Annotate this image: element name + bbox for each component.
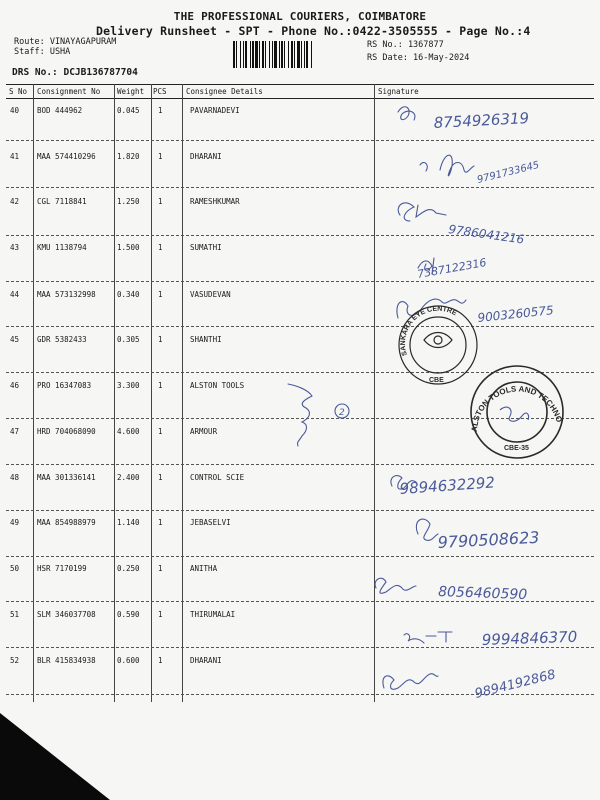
column-header-consignment: Consignment No: [37, 87, 101, 96]
row-sno: 40: [10, 106, 20, 115]
barcode-bar: [304, 41, 305, 68]
signature-phone: 7387122316: [416, 255, 488, 281]
barcode-bar: [284, 41, 285, 68]
barcode-bar: [294, 41, 295, 68]
signature-phone: 9790508623: [437, 527, 540, 552]
row-consignment: PRO 16347083: [37, 381, 92, 390]
row-weight: 2.400: [117, 473, 140, 482]
row-weight: 4.600: [117, 427, 140, 436]
row-divider: [6, 140, 594, 141]
signature-phone: 9894192868: [473, 667, 558, 702]
row-consignment: CGL 7118841: [37, 197, 87, 206]
table-row: [0, 243, 600, 290]
row-divider: [6, 372, 594, 373]
row-consignee: ANITHA: [190, 564, 218, 573]
row-consignee: ALSTON TOOLS: [190, 381, 245, 390]
signature-phone: 9003260575: [476, 303, 555, 325]
table-top-border: [6, 84, 594, 85]
route-label: Route: VINAYAGAPURAM: [14, 37, 117, 47]
row-divider: [6, 187, 594, 188]
row-divider: [6, 281, 594, 282]
row-pcs: 1: [158, 243, 163, 252]
row-weight: 0.250: [117, 564, 140, 573]
row-consignment: HRD 704068090: [37, 427, 96, 436]
row-pcs: 1: [158, 197, 163, 206]
barcode-bar: [301, 41, 302, 68]
table-row: [0, 290, 600, 337]
row-consignment: KMU 1138794: [37, 243, 87, 252]
row-weight: 0.590: [117, 610, 140, 619]
row-consignee: PAVARNADEVI: [190, 106, 240, 115]
row-pcs: 1: [158, 152, 163, 161]
alston-stamp-city: CBE-35: [504, 445, 529, 452]
barcode-bar: [269, 41, 270, 68]
row-consignment: BLR 415834938: [37, 656, 96, 665]
barcode-bar: [259, 41, 260, 68]
row-weight: 1.250: [117, 197, 140, 206]
row-consignment: MAA 574410296: [37, 152, 96, 161]
column-header-weight: Weight: [117, 87, 145, 96]
row-pcs: 1: [158, 610, 163, 619]
signature-phone: 9894632292: [399, 473, 496, 498]
row-divider: [6, 556, 594, 557]
row-sno: 48: [10, 473, 20, 482]
row-weight: 1.500: [117, 243, 140, 252]
barcode-bar: [281, 41, 283, 68]
table-row: [0, 518, 600, 565]
row-divider: [6, 326, 594, 327]
signature-phone: 9994846370: [481, 627, 578, 649]
alston-stamp-text: ALSTON TOOLS AND TECHNO: [469, 384, 564, 433]
table-row: [0, 427, 600, 474]
column-header-signature: Signature: [378, 87, 419, 96]
signature-phone: 9786041216: [447, 222, 526, 247]
barcode-bar: [272, 41, 273, 68]
barcode-bar: [233, 41, 235, 68]
row-consignee: RAMESHKUMAR: [190, 197, 240, 206]
row-sno: 41: [10, 152, 20, 161]
row-divider: [6, 235, 594, 236]
rs-date: RS Date: 16-May-2024: [367, 53, 470, 63]
row-pcs: 1: [158, 656, 163, 665]
row-pcs: 1: [158, 335, 163, 344]
barcode-bar: [291, 41, 293, 68]
barcode-bar: [306, 41, 308, 68]
row-consignment: HSR 7170199: [37, 564, 87, 573]
row-sno: 47: [10, 427, 20, 436]
row-divider: [6, 647, 594, 648]
barcode-bar: [297, 41, 300, 68]
row-consignee: SHANTHI: [190, 335, 222, 344]
runsheet-subtitle: Delivery Runsheet - SPT - Phone No.:0422-3505555 - Page No.:4: [96, 24, 531, 38]
row-consignee: VASUDEVAN: [190, 290, 231, 299]
row-divider: [6, 694, 594, 695]
row-weight: 0.600: [117, 656, 140, 665]
row-weight: 3.300: [117, 381, 140, 390]
barcode-bar: [311, 41, 312, 68]
table-row: [0, 610, 600, 657]
row-pcs: 1: [158, 473, 163, 482]
barcode-bar: [243, 41, 244, 68]
barcode-bar: [245, 41, 247, 68]
staff-label: Staff: USHA: [14, 47, 71, 57]
row-divider: [6, 510, 594, 511]
signature-mark: 2: [339, 408, 345, 418]
barcode-bar: [288, 41, 289, 68]
row-consignee: ARMOUR: [190, 427, 218, 436]
barcode-bar: [274, 41, 277, 68]
row-consignment: MAA 301336141: [37, 473, 96, 482]
row-sno: 42: [10, 197, 20, 206]
table-row: [0, 106, 600, 153]
row-consignee: DHARANI: [190, 656, 222, 665]
barcode-bar: [252, 41, 254, 68]
row-sno: 52: [10, 656, 20, 665]
barcode-bar: [255, 41, 258, 68]
row-sno: 49: [10, 518, 20, 527]
eye-centre-stamp-city: CBE: [429, 377, 444, 384]
row-consignee: CONTROL SCIE: [190, 473, 245, 482]
row-weight: 1.140: [117, 518, 140, 527]
table-row: [0, 335, 600, 382]
row-sno: 43: [10, 243, 20, 252]
signature-phone: 8056460590: [437, 584, 528, 604]
company-title: THE PROFESSIONAL COURIERS, COIMBATORE: [173, 10, 427, 23]
row-consignment: MAA 854988979: [37, 518, 96, 527]
row-sno: 51: [10, 610, 20, 619]
barcode-bar: [279, 41, 280, 68]
row-weight: 0.305: [117, 335, 140, 344]
row-pcs: 1: [158, 106, 163, 115]
column-header-pcs: PCS: [153, 87, 167, 96]
row-consignee: SUMATHI: [190, 243, 222, 252]
row-sno: 46: [10, 381, 20, 390]
row-consignment: GDR 5382433: [37, 335, 87, 344]
row-divider: [6, 418, 594, 419]
row-consignment: BOD 444962: [37, 106, 83, 115]
row-consignee: THIRUMALAI: [190, 610, 236, 619]
table-row: [0, 656, 600, 703]
barcode-bar: [236, 41, 237, 68]
row-divider: [6, 601, 594, 602]
table-row: [0, 381, 600, 428]
row-pcs: 1: [158, 518, 163, 527]
row-divider: [6, 464, 594, 465]
signature-phone: 9791733645: [476, 159, 541, 186]
row-sno: 50: [10, 564, 20, 573]
table-row: [0, 473, 600, 520]
eye-centre-stamp-text: SANKARA EYE CENTRE: [399, 305, 458, 357]
table-header-border: [6, 98, 594, 99]
column-header-consignee: Consignee Details: [186, 87, 263, 96]
barcode-bar: [240, 41, 241, 68]
row-consignment: MAA 573132998: [37, 290, 96, 299]
row-pcs: 1: [158, 381, 163, 390]
barcode-bar: [265, 41, 266, 68]
row-pcs: 1: [158, 427, 163, 436]
signature-phone: 8754926319: [433, 109, 530, 132]
table-row: [0, 564, 600, 611]
barcode-bar: [250, 41, 251, 68]
table-row: [0, 152, 600, 199]
drs-number: DRS No.: DCJB136787704: [12, 67, 138, 78]
row-weight: 0.340: [117, 290, 140, 299]
row-sno: 44: [10, 290, 20, 299]
row-weight: 1.820: [117, 152, 140, 161]
row-consignee: DHARANI: [190, 152, 222, 161]
rs-number: RS No.: 1367877: [367, 40, 444, 50]
table-row: [0, 197, 600, 244]
row-consignee: JEBASELVI: [190, 518, 231, 527]
barcode: [233, 41, 359, 68]
row-pcs: 1: [158, 564, 163, 573]
row-pcs: 1: [158, 290, 163, 299]
barcode-bar: [262, 41, 264, 68]
row-weight: 0.045: [117, 106, 140, 115]
column-header-sno: S No: [9, 87, 28, 96]
row-consignment: SLM 346037708: [37, 610, 96, 619]
row-sno: 45: [10, 335, 20, 344]
